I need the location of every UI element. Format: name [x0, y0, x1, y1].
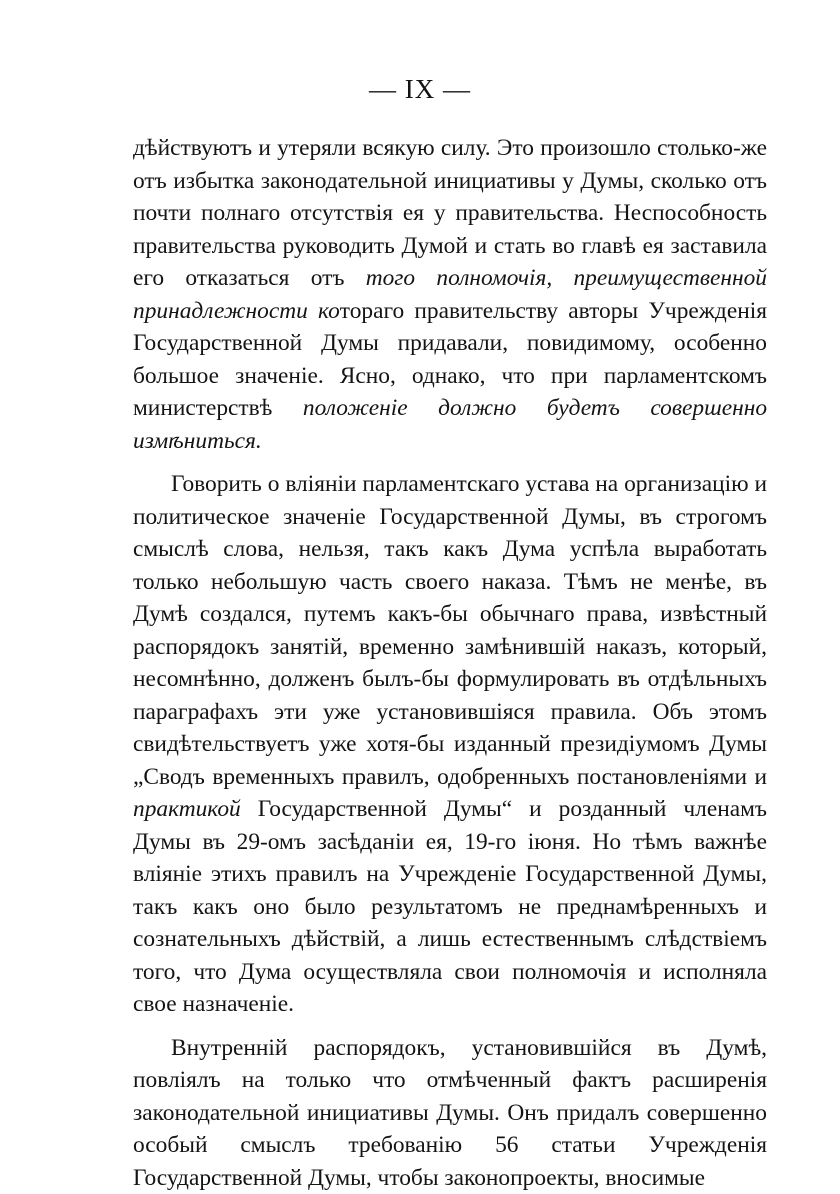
paragraph [133, 468, 767, 1021]
italic-text-run: того полномочія, преимущественной принадлежности ко [133, 265, 767, 324]
paragraph [133, 132, 767, 457]
text-run: Говорить о вліяніи парламентскаго устава на организацію и политическое значеніе Государственной Думы, въ строгомъ смыслѣ слова, нельзя, такъ какъ Дума успѣла выработать только небольшую часть своего наказа. Тѣмъ не менѣе, въ Думѣ создался, путемъ какъ-бы обычнаго права, извѣстный распорядокъ занятій, временно замѣнившій наказъ, который, несомнѣнно, долженъ былъ-бы формулировать въ отдѣльныхъ параграфахъ эти уже установившіяся правила. Объ этомъ свидѣтельствуетъ уже хотя-бы изданный президіумомъ Думы „Сводъ временныхъ правилъ, одобренныхъ постановленіями и [133, 471, 767, 790]
italic-text-run: положеніе должно будетъ совершенно измѣниться. [133, 395, 767, 454]
page-number: — IX — [0, 74, 840, 105]
text-run: Внутренній распорядокъ, установившійся въ Думѣ, повліялъ на только что отмѣченный фактъ расширенія законодательной инициативы Думы. Онъ придалъ совершенно особый смыслъ требованію 56 статьи Учрежденія Государственной Думы, чтобы законопроекты, вносимые [133, 1035, 767, 1191]
text-run: дѣйствуютъ и утеряли всякую силу. Это произошло столько-же отъ избытка законодательной инициативы у Думы, сколько отъ почти полнаго отсутствія ея у правительства. Неспособность правительства руководить Думой и стать во главѣ ея заставила его отказаться отъ [133, 135, 767, 291]
body-text [133, 132, 767, 1194]
text-run: Государственной Думы“ и розданный членамъ Думы въ 29-омъ засѣданіи ея, 19-го іюня. Но тѣмъ важнѣе вліяніе этихъ правилъ на Учрежденіе Государственной Думы, такъ какъ оно было результатомъ не преднамѣренныхъ и сознательныхъ дѣйствій, а лишь естественнымъ слѣдствіемъ того, что Дума осуществляла свои полномочія и исполняла свое назначеніе. [133, 796, 767, 1017]
paragraph [133, 1032, 767, 1194]
italic-text-run: практикой [133, 796, 241, 822]
text-run: тораго правительству авторы Учрежденія Государственной Думы придавали, повидимому, особенно большое значеніе. Ясно, однако, что при парламентскомъ министерствѣ [133, 298, 767, 422]
